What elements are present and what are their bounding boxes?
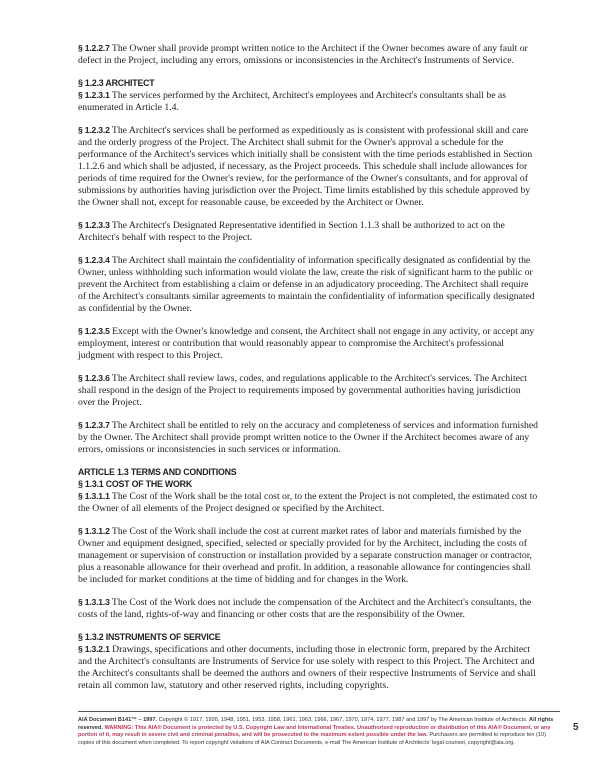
line-text: by the Owner. The Architect shall provide prompt written notice to the Owner if the Architect becomes aware of any: [78, 432, 530, 443]
line-text: The Cost of the Work shall be the total cost or, to the extent the Project is not completed, the estimated cost to: [111, 491, 538, 502]
section-number: § 1.2.3.6: [78, 373, 110, 383]
line-text: as confidential by the Owner.: [78, 303, 192, 314]
footer-copyright: Copyright © 1917, 1926, 1948, 1951, 1953, 1958, 1961, 1963, 1966, 1967, 1970, 1974, 1977, 1987 and 1997 by The American Institute of Architects.: [158, 717, 528, 723]
paragraph-line: [78, 350, 558, 362]
line-text: Owner and equipment designed, specified, selected or specially provided for by the Architect, including the costs of: [78, 538, 527, 549]
section-number: § 1.3.1.1: [78, 491, 110, 501]
line-text: 1.1.2.6 and which shall be adjusted, if necessary, as the Project proceeds. This schedule shall include allowances for: [78, 161, 528, 172]
section-number: § 1.2.3.3: [78, 220, 110, 230]
line-text: The Cost of the Work does not include the compensation of the Architect and the Architect's consultants, the: [111, 597, 532, 608]
line-text: be included for market conditions at the time of bidding and for changes in the Work.: [78, 574, 409, 585]
line-text: The Architect's services shall be performed as expeditiously as is consistent with professional skill and care: [111, 125, 529, 136]
section-number: § 1.2.3.4: [78, 255, 110, 265]
paragraph-line: [78, 562, 558, 574]
line-text: of the Architect's consultants similar agreements to maintain the confidentiality of information specifically designated: [78, 291, 535, 302]
subsection-heading: § 1.3.1 COST OF THE WORK: [78, 479, 192, 489]
footer-warning: WARNING: This AIA® Document is protected by U.S. Copyright Law and International Treaties. Unauthorized reproduction or distribution of this AIA® Document, or any portion of it, may result in severe civil and criminal penalties, and will be prosecuted to the maximum extent possible under the law.: [78, 724, 551, 739]
page-number: 5: [573, 722, 579, 733]
paragraph-line: [78, 124, 558, 137]
paragraph-line: [78, 550, 558, 562]
line-text: The Owner shall provide prompt written notice to the Architect if the Owner becomes aware of any fault or: [111, 43, 528, 54]
paragraph-line: [78, 444, 558, 456]
line-text: The Architect shall be entitled to rely on the accuracy and completeness of services and information furnished: [111, 420, 539, 431]
paragraph-line: [78, 219, 558, 232]
paragraph-line: [78, 149, 558, 161]
section-number: § 1.2.3.7: [78, 420, 110, 430]
footer-document-title: AIA Document B141™ – 1997.: [78, 717, 158, 723]
footer-notice: Purchasers are permitted to reproduce ten (10) copies of this document when completed. To report copyright violations of AIA Contract Documents, e-mail The American Institute of Architects' legal counsel, copyright@aia.org.: [78, 732, 546, 746]
paragraph: [78, 596, 558, 621]
paragraph-line: [78, 291, 558, 303]
section-number: § 1.2.3.5: [78, 326, 110, 336]
section-number: § 1.2.3.2: [78, 125, 110, 135]
paragraph-line: [78, 42, 558, 55]
paragraph-line: [78, 596, 558, 609]
paragraph-line: [78, 232, 558, 244]
paragraph-line: [78, 668, 558, 680]
line-text: the Architect's consultants shall be deemed the authors and owners of their respective Instruments of Service and shall: [78, 668, 536, 679]
paragraph-line: [78, 385, 558, 397]
paragraph-line: [78, 137, 558, 149]
line-text: the Owner of all elements of the Project designed or specified by the Architect.: [78, 503, 385, 514]
paragraph-line: [78, 525, 558, 538]
line-text: The services performed by the Architect, Architect's employees and Architect's consultants shall be as: [111, 90, 506, 101]
paragraph: [78, 631, 558, 692]
line-text: Drawings, specifications and other documents, including those in electronic form, prepared by the Architect: [112, 644, 531, 655]
line-text: The Architect shall review laws, codes, and regulations applicable to the Architect's services. The Architect: [111, 373, 527, 384]
paragraph: [78, 77, 558, 114]
line-text: management or supervision of construction or installation provided by a separate construction manager or contractor,: [78, 550, 532, 561]
paragraph: [78, 419, 558, 456]
section-number: § 1.3.1.3: [78, 597, 110, 607]
paragraph: [78, 219, 558, 244]
line-text: The Cost of the Work shall include the cost at current market rates of labor and materials furnished by the: [111, 526, 522, 537]
paragraph-line: [78, 338, 558, 350]
paragraph: [78, 466, 558, 515]
paragraph-line: [78, 680, 558, 692]
line-text: the Owner shall not, except for reasonable cause, be exceeded by the Architect or Owner.: [78, 197, 424, 208]
paragraph-line: [78, 325, 558, 338]
paragraph-line: [78, 89, 558, 102]
paragraph-line: [78, 197, 558, 209]
paragraph-line: [78, 574, 558, 586]
section-number: § 1.3.2.1: [78, 644, 110, 654]
line-text: Architect's behalf with respect to the Project.: [78, 232, 253, 243]
paragraph-line: [78, 102, 558, 114]
line-text: periods of time required for the Owner's review, for the performance of the Owner's consultants, and for approval of: [78, 173, 528, 184]
paragraph-line: [78, 656, 558, 668]
paragraph-line: [78, 372, 558, 385]
section-heading: § 1.3.2 INSTRUMENTS OF SERVICE: [78, 632, 221, 642]
paragraph-line: [78, 55, 558, 67]
line-text: submissions by authorities having jurisdiction over the Project. Time limits established by this schedule approved by: [78, 185, 531, 196]
paragraph-line: [78, 503, 558, 515]
line-text: enumerated in Article 1.4.: [78, 102, 179, 113]
document-body: [78, 42, 558, 702]
section-number: § 1.3.1.2: [78, 526, 110, 536]
paragraph: [78, 254, 558, 315]
paragraph: [78, 372, 558, 409]
line-text: prevent the Architect from establishing a claim or defense in an adjudicatory proceeding. The Architect shall require: [78, 279, 529, 290]
paragraph-line: [78, 432, 558, 444]
paragraph: [78, 42, 558, 67]
paragraph-line: [78, 419, 558, 432]
paragraph-line: [78, 609, 558, 621]
section-heading: § 1.2.3 ARCHITECT: [78, 78, 155, 88]
copyright-footer: [78, 711, 560, 747]
line-text: over the Project.: [78, 397, 142, 408]
paragraph-line: [78, 161, 558, 173]
line-text: retain all common law, statutory and other reserved rights, including copyrights.: [78, 680, 389, 691]
line-text: The Architect shall maintain the confidentiality of information specifically designated as confidential by the: [111, 255, 531, 266]
paragraph: [78, 124, 558, 209]
paragraph-line: [78, 643, 558, 656]
line-text: errors, omissions or inconsistencies in such services or information.: [78, 444, 341, 455]
line-text: shall respond in the design of the Project to requirements imposed by governmental authorities having jurisdiction: [78, 385, 521, 396]
section-number: § 1.2.3.1: [78, 90, 110, 100]
line-text: judgment with respect to this Project.: [78, 350, 223, 361]
paragraph-line: [78, 267, 558, 279]
paragraph-line: [78, 538, 558, 550]
line-text: performance of the Architect's services which initially shall be consistent with the time periods established in Section: [78, 149, 533, 160]
line-text: and the orderly progress of the Project. The Architect shall submit for the Owner's approval a schedule for the: [78, 137, 504, 148]
line-text: The Architect's Designated Representative identified in Section 1.1.3 shall be authorized to act on the: [111, 220, 505, 231]
footer-rights: All rights reserved.: [78, 717, 554, 731]
line-text: and the Architect's consultants are Instruments of Service for use solely with respect to this Project. The Architect and: [78, 656, 535, 667]
paragraph-line: [78, 303, 558, 315]
line-text: Owner, unless withholding such information would violate the law, create the risk of significant harm to the public or: [78, 267, 533, 278]
line-text: costs of the land, rights-of-way and financing or other costs that are the responsibility of the Owner.: [78, 609, 465, 620]
line-text: plus a reasonable allowance for their overhead and profit. In addition, a reasonable allowance for contingencies shall: [78, 562, 531, 573]
line-text: defect in the Project, including any errors, omissions or inconsistencies in the Architect's Instruments of Service.: [78, 55, 514, 66]
section-number: § 1.2.2.7: [78, 43, 110, 53]
paragraph-line: [78, 397, 558, 409]
paragraph-line: [78, 279, 558, 291]
paragraph-line: [78, 490, 558, 503]
paragraph: [78, 325, 558, 362]
section-heading: ARTICLE 1.3 TERMS AND CONDITIONS: [78, 467, 237, 477]
line-text: employment, interest or contribution that would reasonably appear to compromise the Architect's professional: [78, 338, 504, 349]
line-text: Except with the Owner's knowledge and consent, the Architect shall not engage in any activity, or accept any: [112, 326, 535, 337]
paragraph: [78, 525, 558, 586]
paragraph-line: [78, 254, 558, 267]
paragraph-line: [78, 185, 558, 197]
paragraph-line: [78, 173, 558, 185]
